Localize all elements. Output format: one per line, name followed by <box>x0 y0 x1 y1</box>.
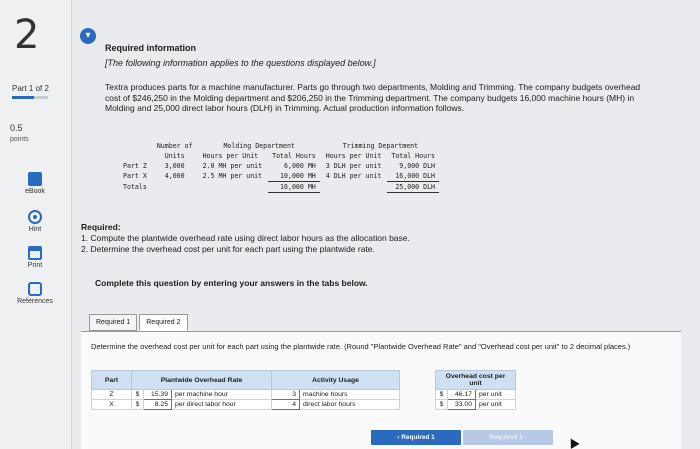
usage-input[interactable]: 3 <box>272 390 300 400</box>
molding-total-sum: 16,000 MH <box>268 184 320 193</box>
row-molding-total: 6,000 MH <box>284 161 316 170</box>
part-progress-filled <box>12 96 34 99</box>
rate-input[interactable]: 15.39 <box>144 390 172 400</box>
row-trimming-total: 16,000 DLH <box>387 173 439 182</box>
required-info-subtitle: [The following information applies to the questions displayed below.] <box>105 58 376 68</box>
points-display <box>10 123 29 144</box>
rate-input[interactable]: 8.25 <box>144 400 172 410</box>
table-row <box>119 173 439 182</box>
header-number-of: Number of <box>156 142 193 150</box>
row-units: 4,000 <box>164 171 185 180</box>
usage-unit-select[interactable]: machine hours <box>300 390 400 400</box>
print-icon <box>28 246 42 260</box>
part-cell: X <box>92 400 132 410</box>
header-molding-hpu: Hours per Unit <box>202 151 259 160</box>
rate-unit-select[interactable]: per direct labor hour <box>172 400 272 410</box>
row-label: Part X <box>123 171 147 180</box>
required-heading: Required: <box>81 222 121 232</box>
book-icon <box>28 172 42 186</box>
hint-label: Hint <box>28 226 42 233</box>
usage-unit-select[interactable]: direct labor hours <box>300 400 400 410</box>
table-row <box>92 390 516 400</box>
dollar-sign: $ <box>436 390 448 400</box>
answer-tabs <box>89 314 190 331</box>
ebook-button[interactable] <box>10 172 60 195</box>
references-button[interactable] <box>10 282 60 305</box>
part-indicator: Part 1 of 2 <box>12 84 49 93</box>
production-info-table <box>117 141 441 195</box>
row-molding-hpu: 2.0 MH per unit <box>202 161 263 170</box>
usage-input[interactable]: 4 <box>272 400 300 410</box>
answer-table <box>91 370 516 410</box>
part-progress-empty <box>34 96 48 99</box>
row-trimming-hpu: 3 DLH per unit <box>325 161 382 170</box>
col-usage: Activity Usage <box>272 371 400 390</box>
row-trimming-hpu: 4 DLH per unit <box>325 171 382 180</box>
cost-input[interactable]: 46.17 <box>448 390 476 400</box>
prev-required-button[interactable]: ‹ Required 1 <box>371 430 461 445</box>
table-row-totals <box>119 184 439 193</box>
part-cell: Z <box>92 390 132 400</box>
answer-panel <box>81 331 681 449</box>
required-item-2: 2. Determine the overhead cost per unit for each part using the plantwide rate. <box>81 244 375 255</box>
sidebar <box>0 0 72 449</box>
hint-button[interactable] <box>10 210 60 233</box>
totals-label: Totals <box>123 182 147 191</box>
complete-instructions: Complete this question by entering your answers in the tabs below. <box>95 278 368 288</box>
collapse-chevron-icon[interactable]: ▾ <box>80 28 96 44</box>
tab-required-2[interactable]: Required 2 <box>139 314 187 331</box>
points-value: 0.5 <box>10 123 23 133</box>
header-trimming-total: Total Hours <box>391 151 436 160</box>
col-cost: Overhead cost per unit <box>436 371 516 390</box>
problem-intro: Textra produces parts for a machine manufacturer. Parts go through two departments, Molding and Trimming. The company budgets overhead cost of $246,250 in the Molding department and $206,250 in the Trimming department. The company budgets 16,000 machine hours (MH) in Molding and 25,000 direct labor hours (DLH) in Trimming. Actual production information follows. <box>105 82 641 114</box>
header-molding: Molding Department <box>223 142 295 150</box>
header-trimming-hpu: Hours per Unit <box>325 151 382 160</box>
dollar-sign: $ <box>132 400 144 410</box>
dollar-sign: $ <box>132 390 144 400</box>
row-units: 3,000 <box>164 161 185 170</box>
panel-instruction: Determine the overhead cost per unit for each part using the plantwide rate. (Round "Plantwide Overhead Rate" and "Overhead cost per unit" to 2 decimal places.) <box>91 342 631 351</box>
required-item-1: 1. Compute the plantwide overhead rate using direct labor hours as the allocation base. <box>81 233 410 244</box>
cost-unit-select[interactable]: per unit <box>476 390 516 400</box>
question-number: 2 <box>14 12 40 58</box>
row-molding-total: 10,000 MH <box>268 173 320 182</box>
col-rate: Plantwide Overhead Rate <box>132 371 272 390</box>
print-label: Print <box>27 262 43 269</box>
hint-icon <box>28 210 42 224</box>
required-info-title: Required information <box>105 43 197 53</box>
points-label: points <box>10 135 29 143</box>
col-part: Part <box>92 371 132 390</box>
dollar-sign: $ <box>436 400 448 410</box>
trimming-total-sum: 25,000 DLH <box>387 184 439 193</box>
main-content <box>81 0 700 449</box>
table-row <box>119 163 439 171</box>
references-label: References <box>17 298 53 305</box>
references-icon <box>28 282 42 296</box>
print-button[interactable] <box>10 246 60 269</box>
cost-input[interactable]: 33.00 <box>448 400 476 410</box>
ebook-label: eBook <box>25 188 45 195</box>
next-required-button[interactable]: Required 2 › <box>463 430 553 445</box>
row-label: Part Z <box>123 161 147 170</box>
required-section <box>81 222 641 255</box>
row-molding-hpu: 2.5 MH per unit <box>202 171 263 180</box>
rate-unit-select[interactable]: per machine hour <box>172 390 272 400</box>
cost-unit-select[interactable]: per unit <box>476 400 516 410</box>
row-trimming-total: 9,000 DLH <box>399 161 436 170</box>
header-trimming: Trimming Department <box>342 142 419 150</box>
header-units: Units <box>164 151 185 160</box>
tab-required-1[interactable]: Required 1 <box>89 314 137 331</box>
table-row <box>92 400 516 410</box>
header-molding-total: Total Hours <box>272 151 316 160</box>
